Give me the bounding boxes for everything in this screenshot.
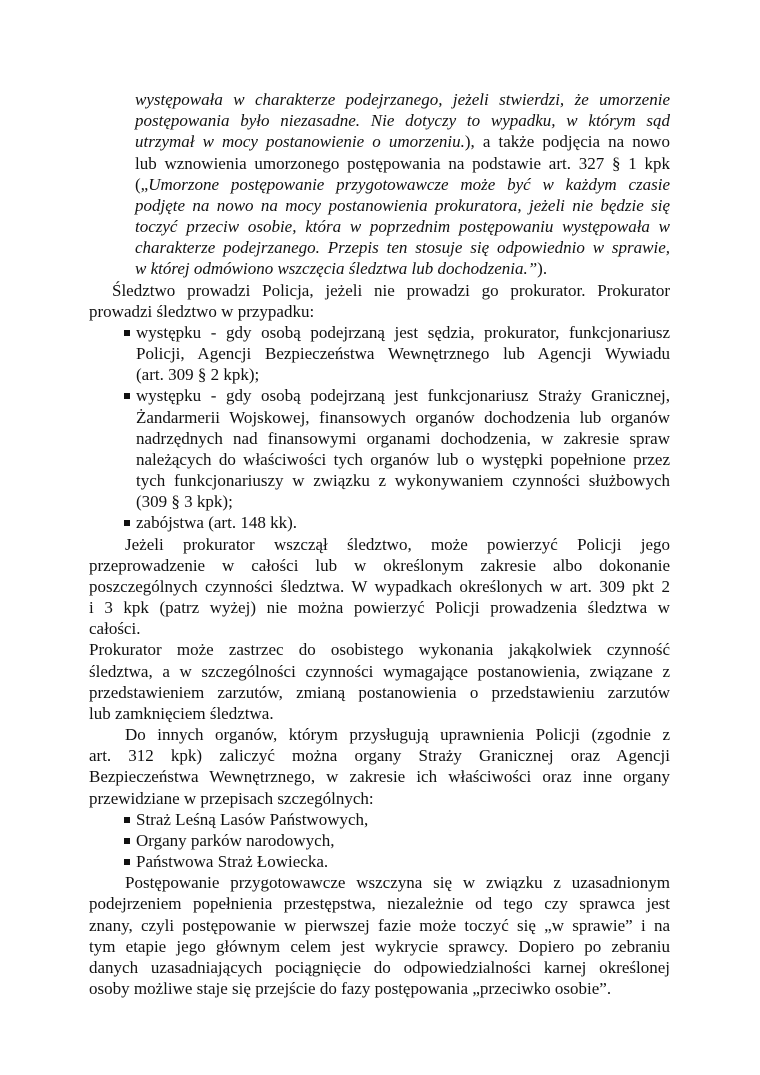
text: art. 312 kpk) zaliczyć można organy Straży Granicznej oraz Agencji (89, 746, 670, 766)
text: nadrzędnych nad finansowymi organami dochodzenia, w zakresie spraw (136, 428, 670, 448)
text: podejrzeniem popełnienia przestępstwa, niezależnie od tego czy sprawca jest (89, 894, 670, 914)
text: Organy parków narodowych, (136, 830, 335, 850)
text-line (89, 788, 670, 809)
text-line (135, 195, 670, 216)
text-line (125, 724, 670, 745)
italic-text: toczyć przeciw osobie, która w poprzednim postępowaniu występowała w (135, 217, 670, 237)
text-line (89, 618, 670, 639)
text-line (89, 682, 670, 703)
italic-text: w której odmówiono wszczęcia śledztwa lub dochodzenia.” (135, 259, 538, 279)
text-line (135, 258, 670, 279)
list-item-line (136, 385, 670, 406)
list-item-line (136, 322, 670, 343)
list-item-line (136, 830, 670, 851)
text-line (135, 131, 670, 152)
bullet-icon (124, 817, 130, 823)
text: Żandarmerii Wojskowej, finansowych organów dochodzenia lub organów (136, 407, 670, 427)
text-line (89, 555, 670, 576)
text: danych uzasadniających pociągnięcie do odpowiedzialności karnej określonej (89, 957, 670, 977)
text: przedstawieniem zarzutów, zmianą postanowienia o przedstawieniu zarzutów (89, 682, 670, 702)
text-line (89, 957, 670, 978)
list-item-line (136, 428, 670, 449)
text-line (135, 153, 670, 174)
list-item-line (136, 809, 670, 830)
text-line (125, 872, 670, 893)
list-item-line (136, 470, 670, 491)
text: i 3 kpk (patrz wyżej) nie można powierzyć Policji prowadzenia śledztwa w (89, 598, 670, 618)
text-line (89, 703, 670, 724)
text: należących do właściwości tych organów lub o występki popełnione przez (136, 449, 670, 469)
text-line (89, 936, 670, 957)
text: ). (537, 259, 548, 279)
text: tych funkcjonariuszy w związku z wykonywaniem czynności służbowych (136, 471, 670, 491)
text-line (135, 89, 670, 110)
bullet-icon (124, 859, 130, 865)
text: Policji, Agencji Bezpieczeństwa Wewnętrznego lub Agencji Wywiadu (136, 344, 670, 364)
text: prowadzi śledztwo w przypadku: (89, 301, 315, 321)
text-line (89, 745, 670, 766)
text: lub wznowienia umorzonego postępowania na podstawie art. 327 § 1 kpk (135, 153, 670, 173)
italic-text: charakterze podejrzanego. Przepis ten stosuje się odpowiednio w sprawie, (135, 238, 670, 258)
italic-text: Umorzone postępowanie przygotowawcze może być w każdym czasie (148, 174, 670, 194)
text: występku - gdy osobą podejrzaną jest funkcjonariusz Straży Granicznej, (136, 386, 670, 406)
text: (art. 309 § 2 kpk); (136, 365, 260, 385)
text-line (89, 576, 670, 597)
text-line (89, 915, 670, 936)
text-line (89, 597, 670, 618)
text: Śledztwo prowadzi Policja, jeżeli nie prowadzi go prokurator. Prokurator (112, 280, 670, 300)
italic-text: występowała w charakterze podejrzanego, jeżeli stwierdzi, że umorzenie (135, 90, 670, 109)
bullet-icon (124, 393, 130, 399)
list-item-line (136, 449, 670, 470)
bullet-icon (124, 330, 130, 336)
text: śledztwa, a w szczególności czynności wymagające postanowienia, związane z (89, 661, 670, 681)
list-item-line (136, 491, 670, 512)
text: osoby możliwe staje się przejście do fazy postępowania „przeciwko osobie”. (89, 979, 612, 999)
text-line (135, 237, 670, 258)
text-line (89, 766, 670, 787)
text: Do innych organów, którym przysługują uprawnienia Policji (zgodnie z (125, 725, 670, 745)
text: tym etapie jego głównym celem jest wykrycie sprawcy. Dopiero po zebraniu (89, 936, 670, 956)
text-line (135, 110, 670, 131)
text-line (89, 893, 670, 914)
bullet-icon (124, 838, 130, 844)
text: (309 § 3 kpk); (136, 492, 233, 512)
text: lub zamknięciem śledztwa. (89, 703, 274, 723)
text: znany, czyli postępowanie w pierwszej fazie może toczyć się „w sprawie” i na (89, 915, 670, 935)
text: występku - gdy osobą podejrzaną jest sędzia, prokurator, funkcjonariusz (136, 322, 670, 342)
bullet-icon (124, 520, 130, 526)
italic-text: postępowania było niezasadne. Nie dotyczy to wypadku, w którym sąd (135, 111, 670, 131)
text-line (89, 639, 670, 660)
text-line (112, 280, 670, 301)
list-item-line (136, 512, 670, 533)
text-line (135, 216, 670, 237)
list-item-line (136, 407, 670, 428)
text: ), a także podjęcia na nowo (464, 132, 670, 152)
text-line (135, 174, 670, 195)
text: zabójstwa (art. 148 kk). (136, 513, 297, 533)
text-line (89, 978, 670, 999)
text-line (89, 661, 670, 682)
list-item-line (136, 343, 670, 364)
text: Jeżeli prokurator wszczął śledztwo, może powierzyć Policji jego (125, 534, 670, 554)
list-item-line (136, 364, 670, 385)
italic-text: podjęte na nowo na mocy postanowienia prokuratora, jeżeli nie będzie się (135, 195, 670, 215)
text: Państwowa Straż Łowiecka. (136, 852, 329, 872)
text: Bezpieczeństwa Wewnętrznego, w zakresie ich właściwości oraz inne organy (89, 767, 670, 787)
text: przewidziane w przepisach szczególnych: (89, 788, 374, 808)
text-line (89, 301, 670, 322)
text: przeprowadzenie w całości lub w określonym zakresie albo dokonanie (89, 555, 670, 575)
list-item-line (136, 851, 670, 872)
text-line (125, 534, 670, 555)
text: Postępowanie przygotowawcze wszczyna się w związku z uzasadnionym (125, 873, 670, 893)
italic-text: utrzymał w mocy postanowienie o umorzeniu. (135, 132, 465, 152)
text: poszczególnych czynności śledztwa. W wypadkach określonych w art. 309 pkt 2 (89, 576, 670, 596)
text: Straż Leśną Lasów Państwowych, (136, 809, 369, 829)
text: Prokurator może zastrzec do osobistego wykonania jakąkolwiek czynność (89, 640, 670, 660)
text: całości. (89, 619, 141, 639)
text: („ (135, 174, 149, 194)
